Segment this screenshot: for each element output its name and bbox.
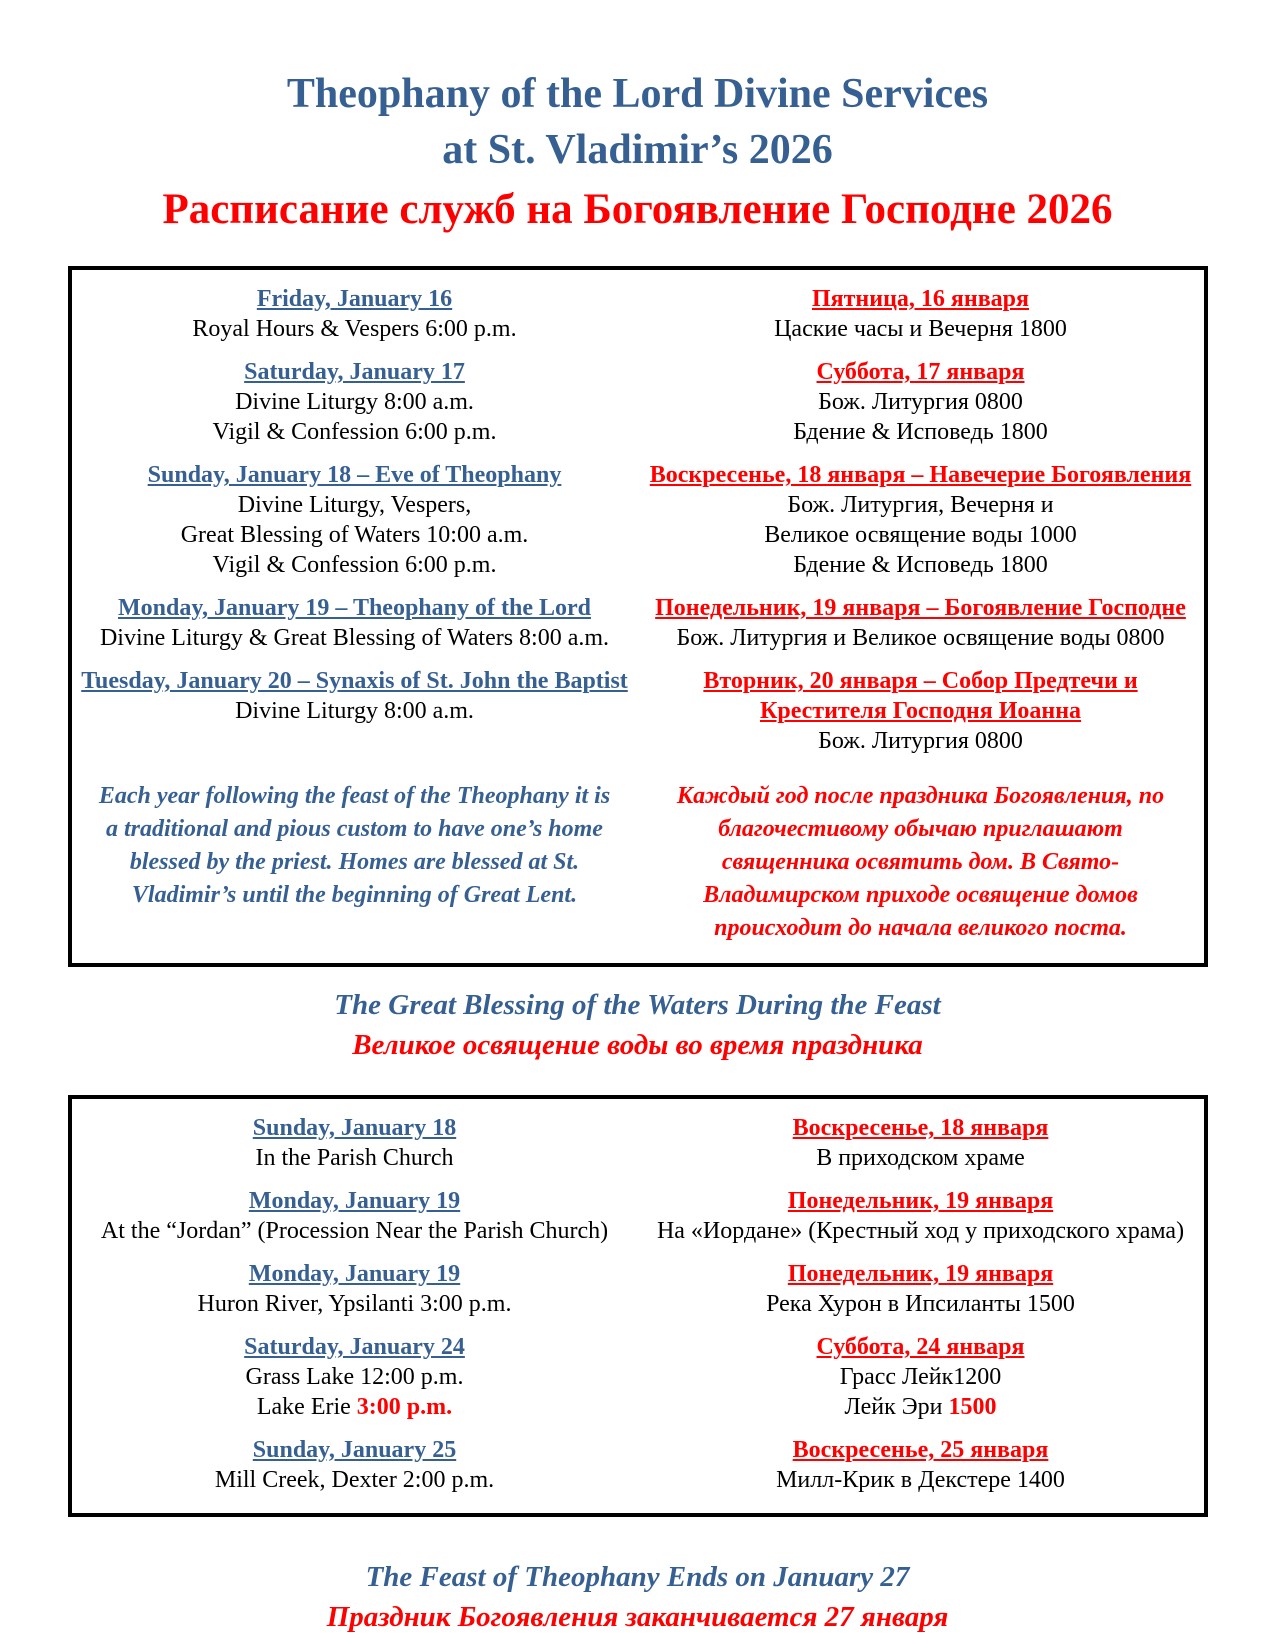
footer-russian: Праздник Богоявления заканчивается 27 января bbox=[326, 1601, 949, 1633]
services-schedule-box bbox=[68, 266, 1208, 967]
schedule-entry-en bbox=[72, 1113, 638, 1173]
entry-service-line: Река Хурон в Ипсиланты 1500 bbox=[766, 1291, 1075, 1317]
entry-date-heading: Friday, January 16 bbox=[256, 286, 453, 312]
schedule-row bbox=[72, 1113, 1204, 1173]
entry-service-line: Huron River, Ypsilanti 3:00 p.m. bbox=[197, 1291, 512, 1317]
schedule-row bbox=[72, 284, 1204, 344]
schedule-row bbox=[72, 1186, 1204, 1246]
schedule-row bbox=[72, 1259, 1204, 1319]
entry-service-line: Vigil & Confession 6:00 p.m. bbox=[212, 419, 497, 445]
schedule-entry-en bbox=[72, 593, 638, 653]
schedule-entry-en bbox=[72, 1332, 638, 1422]
page-footer bbox=[0, 1557, 1275, 1637]
schedule-entry-ru bbox=[638, 284, 1204, 344]
entry-date-heading: Sunday, January 18 bbox=[252, 1115, 457, 1141]
schedule-entry-ru bbox=[638, 1435, 1204, 1495]
schedule-entry-ru bbox=[638, 460, 1204, 580]
entry-service-line: Бож. Литургия, Вечерня и bbox=[787, 492, 1054, 518]
title-russian: Расписание служб на Богоявление Господне 2026 bbox=[162, 186, 1113, 233]
entry-date-heading: Воскресенье, 25 января bbox=[792, 1437, 1049, 1463]
entry-service-line: Great Blessing of Waters 10:00 a.m. bbox=[180, 522, 529, 548]
entry-service-line: Бдение & Исповедь 1800 bbox=[793, 419, 1048, 445]
schedule-entry-en bbox=[72, 460, 638, 580]
entry-service-line: В приходском храме bbox=[816, 1145, 1025, 1171]
entry-date-heading: Пятница, 16 января bbox=[811, 286, 1030, 312]
entry-date-heading: Sunday, January 18 – Eve of Theophany bbox=[147, 462, 562, 488]
entry-service-line: Лейк Эри 1500 bbox=[844, 1394, 997, 1420]
schedule-entry-ru bbox=[638, 1113, 1204, 1173]
entry-service-line: Lake Erie 3:00 p.m. bbox=[256, 1394, 453, 1420]
entry-service-line: Divine Liturgy, Vespers, bbox=[237, 492, 472, 518]
highlighted-time: 1500 bbox=[948, 1394, 997, 1420]
entry-service-line: Royal Hours & Vespers 6:00 p.m. bbox=[192, 316, 517, 342]
entry-service-line: Бож. Литургия 0800 bbox=[818, 389, 1023, 415]
waters-blessing-schedule-box bbox=[68, 1095, 1208, 1517]
entry-date-heading: Monday, January 19 – Theophany of the Lord bbox=[118, 595, 591, 621]
schedule-row bbox=[72, 1332, 1204, 1422]
entry-service-line: At the “Jordan” (Procession Near the Parish Church) bbox=[100, 1218, 609, 1244]
house-blessing-note-en: Each year following the feast of the Theophany it is a traditional and pious custom to have one’s home blessed by the priest. Homes are blessed at St. Vladimir’s until the beginning of Great Lent. bbox=[98, 783, 611, 908]
entry-service-line: Бдение & Исповедь 1800 bbox=[793, 552, 1048, 578]
entry-service-line: Грасс Лейк1200 bbox=[839, 1364, 1002, 1390]
entry-service-line: Цаские часы и Вечерня 1800 bbox=[774, 316, 1067, 342]
entry-date-heading: Saturday, January 17 bbox=[244, 359, 465, 385]
entry-date-heading: Понедельник, 19 января – Богоявление Господне bbox=[655, 595, 1186, 621]
entry-date-heading: Вторник, 20 января – Собор Предтечи и Крестителя Господня Иоанна bbox=[703, 668, 1138, 724]
entry-date-heading: Суббота, 17 января bbox=[816, 359, 1025, 385]
schedule-row bbox=[72, 357, 1204, 447]
entry-service-line: На «Иордане» (Крестный ход у приходского храма) bbox=[656, 1218, 1185, 1244]
entry-date-heading: Monday, January 19 bbox=[248, 1261, 461, 1287]
entry-service-line: Бож. Литургия и Великое освящение воды 0800 bbox=[676, 625, 1165, 651]
house-blessing-note-ru: Каждый год после праздника Богоявления, по благочестивому обычаю приглашают священника освятить дом. В Свято-Владимирском приходе освящение домов происходит до начала великого поста. bbox=[676, 783, 1165, 941]
entry-date-heading: Sunday, January 25 bbox=[252, 1437, 457, 1463]
schedule-entry-ru bbox=[638, 780, 1204, 945]
title-english-line1: Theophany of the Lord Divine Services bbox=[286, 71, 989, 117]
entry-service-line: Великое освящение воды 1000 bbox=[764, 522, 1077, 548]
entry-date-heading: Воскресенье, 18 января bbox=[792, 1115, 1049, 1141]
entry-date-heading: Tuesday, January 20 – Synaxis of St. John the Baptist bbox=[81, 668, 628, 694]
highlighted-time: 3:00 p.m. bbox=[356, 1394, 453, 1420]
schedule-row bbox=[72, 460, 1204, 580]
entry-date-heading: Monday, January 19 bbox=[248, 1188, 461, 1214]
great-blessing-heading-english: The Great Blessing of the Waters During the Feast bbox=[334, 989, 941, 1021]
schedule-entry-ru bbox=[638, 593, 1204, 653]
schedule-entry-en bbox=[72, 1259, 638, 1319]
schedule-entry-en bbox=[72, 1186, 638, 1246]
schedule-row bbox=[72, 666, 1204, 756]
entry-service-line: Бож. Литургия 0800 bbox=[818, 728, 1023, 754]
entry-service-line: Divine Liturgy & Great Blessing of Waters 8:00 a.m. bbox=[99, 625, 610, 651]
schedule-row bbox=[72, 780, 1204, 945]
title-english bbox=[0, 66, 1275, 178]
title-english-line2: at St. Vladimir’s 2026 bbox=[442, 127, 833, 173]
entry-date-heading: Воскресенье, 18 января – Навечерие Богоявления bbox=[649, 462, 1192, 488]
schedule-entry-en bbox=[72, 284, 638, 344]
schedule-entry-ru bbox=[638, 1259, 1204, 1319]
entry-service-line: Mill Creek, Dexter 2:00 p.m. bbox=[214, 1467, 495, 1493]
schedule-entry-ru bbox=[638, 1332, 1204, 1422]
schedule-entry-en bbox=[72, 666, 638, 756]
schedule-row bbox=[72, 1435, 1204, 1495]
entry-date-heading: Понедельник, 19 января bbox=[787, 1188, 1054, 1214]
schedule-entry-en bbox=[72, 780, 638, 945]
entry-date-heading: Saturday, January 24 bbox=[244, 1334, 465, 1360]
entry-service-line: Divine Liturgy 8:00 a.m. bbox=[235, 389, 474, 415]
great-blessing-heading bbox=[0, 985, 1275, 1065]
footer-english: The Feast of Theophany Ends on January 27 bbox=[365, 1561, 910, 1593]
entry-service-line: Grass Lake 12:00 p.m. bbox=[245, 1364, 464, 1390]
great-blessing-heading-russian: Великое освящение воды во время праздника bbox=[352, 1029, 923, 1061]
entry-service-line: In the Parish Church bbox=[255, 1145, 454, 1171]
schedule-entry-ru bbox=[638, 357, 1204, 447]
entry-service-line: Divine Liturgy 8:00 a.m. bbox=[235, 698, 474, 724]
schedule-entry-en bbox=[72, 1435, 638, 1495]
entry-service-line: Милл-Крик в Декстере 1400 bbox=[776, 1467, 1065, 1493]
entry-date-heading: Понедельник, 19 января bbox=[787, 1261, 1054, 1287]
schedule-entry-en bbox=[72, 357, 638, 447]
entry-service-line: Vigil & Confession 6:00 p.m. bbox=[212, 552, 497, 578]
entry-date-heading: Суббота, 24 января bbox=[816, 1334, 1025, 1360]
schedule-row bbox=[72, 593, 1204, 653]
schedule-entry-ru bbox=[638, 1186, 1204, 1246]
schedule-entry-ru bbox=[638, 666, 1204, 756]
